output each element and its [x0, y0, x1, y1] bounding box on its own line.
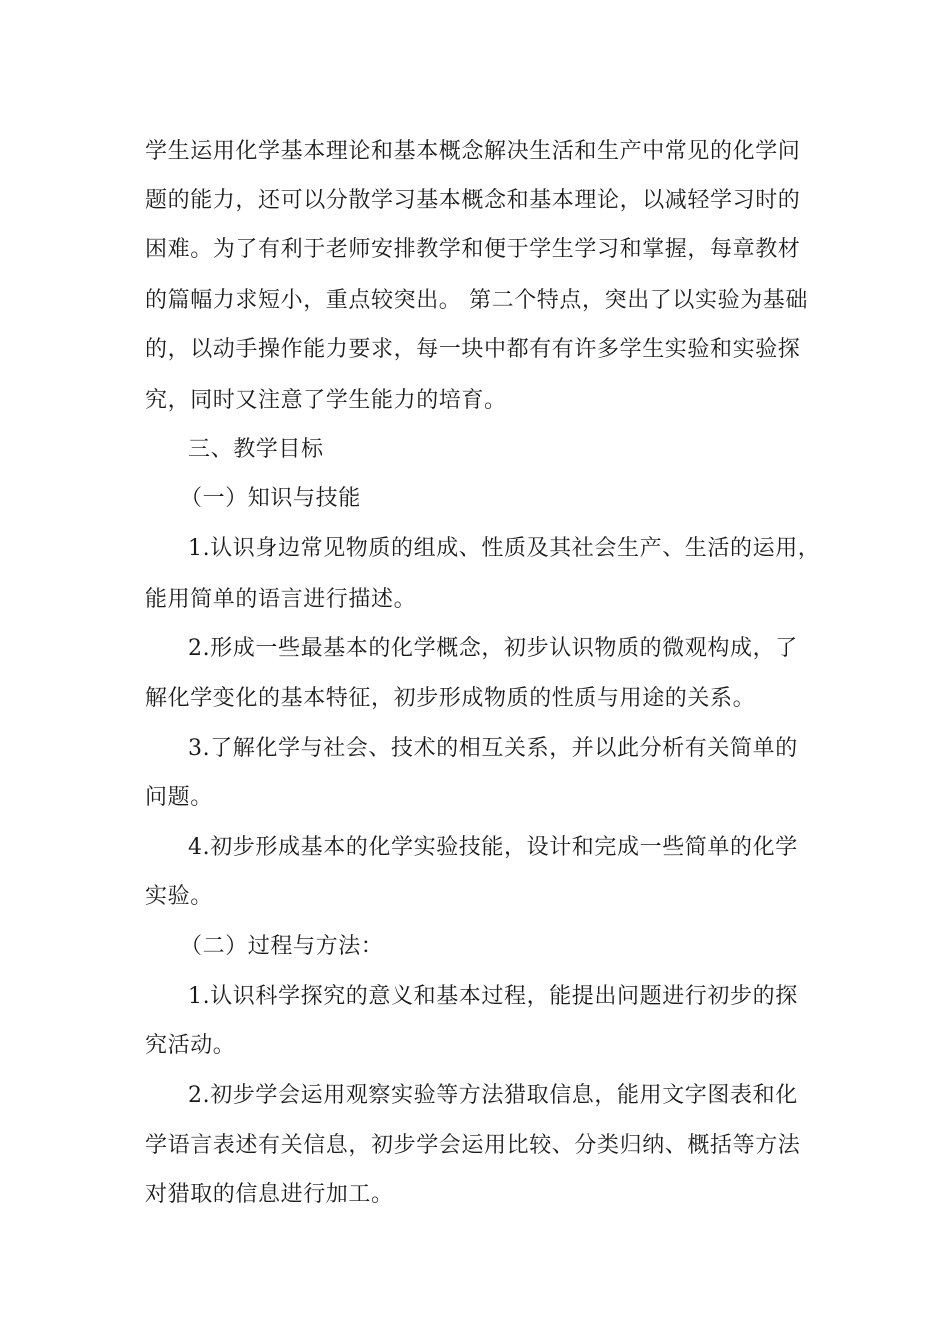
paragraph-line: 的，以动手操作能力要求，每一块中都有有许多学生实验和实验探 [145, 337, 801, 362]
list-item: 4.初步形成基本的化学实验技能，设计和完成一些简单的化学 [188, 835, 798, 860]
subsection-heading: （二）过程与方法： [180, 934, 384, 959]
paragraph-line: 学生运用化学基本理论和基本概念解决生活和生产中常见的化学问 [145, 139, 801, 164]
list-item-continuation: 能用简单的语言进行描述。 [145, 587, 417, 612]
paragraph-line: 题的能力，还可以分散学习基本概念和基本理论，以减轻学习时的 [145, 188, 801, 213]
list-item-continuation: 解化学变化的基本特征，初步形成物质的性质与用途的关系。 [145, 686, 756, 711]
paragraph-line: 困难。为了有利于老师安排教学和便于学生学习和掌握，每章教材 [145, 237, 801, 262]
list-item: 1.认识科学探究的意义和基本过程，能提出问题进行初步的探 [188, 984, 798, 1009]
list-item-continuation: 究活动。 [145, 1033, 236, 1058]
list-item: 1.认识身边常见物质的组成、性质及其社会生产、生活的运用， [188, 536, 821, 561]
section-heading: 三、教学目标 [188, 437, 324, 462]
list-item-continuation: 实验。 [145, 884, 213, 909]
paragraph-line: 的篇幅力求短小，重点较突出。 第二个特点，突出了以实验为基础 [145, 288, 808, 313]
list-item: 2.形成一些最基本的化学概念，初步认识物质的微观构成，了 [188, 636, 798, 661]
paragraph-line: 究，同时又注意了学生能力的培育。 [145, 388, 507, 413]
list-item-continuation: 学语言表述有关信息，初步学会运用比较、分类归纳、概括等方法 [145, 1133, 801, 1158]
list-item-continuation: 对猎取的信息进行加工。 [145, 1182, 394, 1207]
list-item: 3.了解化学与社会、技术的相互关系，并以此分析有关简单的 [188, 736, 798, 761]
subsection-heading: （一）知识与技能 [180, 486, 361, 511]
list-item-continuation: 问题。 [145, 785, 213, 810]
list-item: 2.初步学会运用观察实验等方法猎取信息，能用文字图表和化 [188, 1083, 798, 1108]
